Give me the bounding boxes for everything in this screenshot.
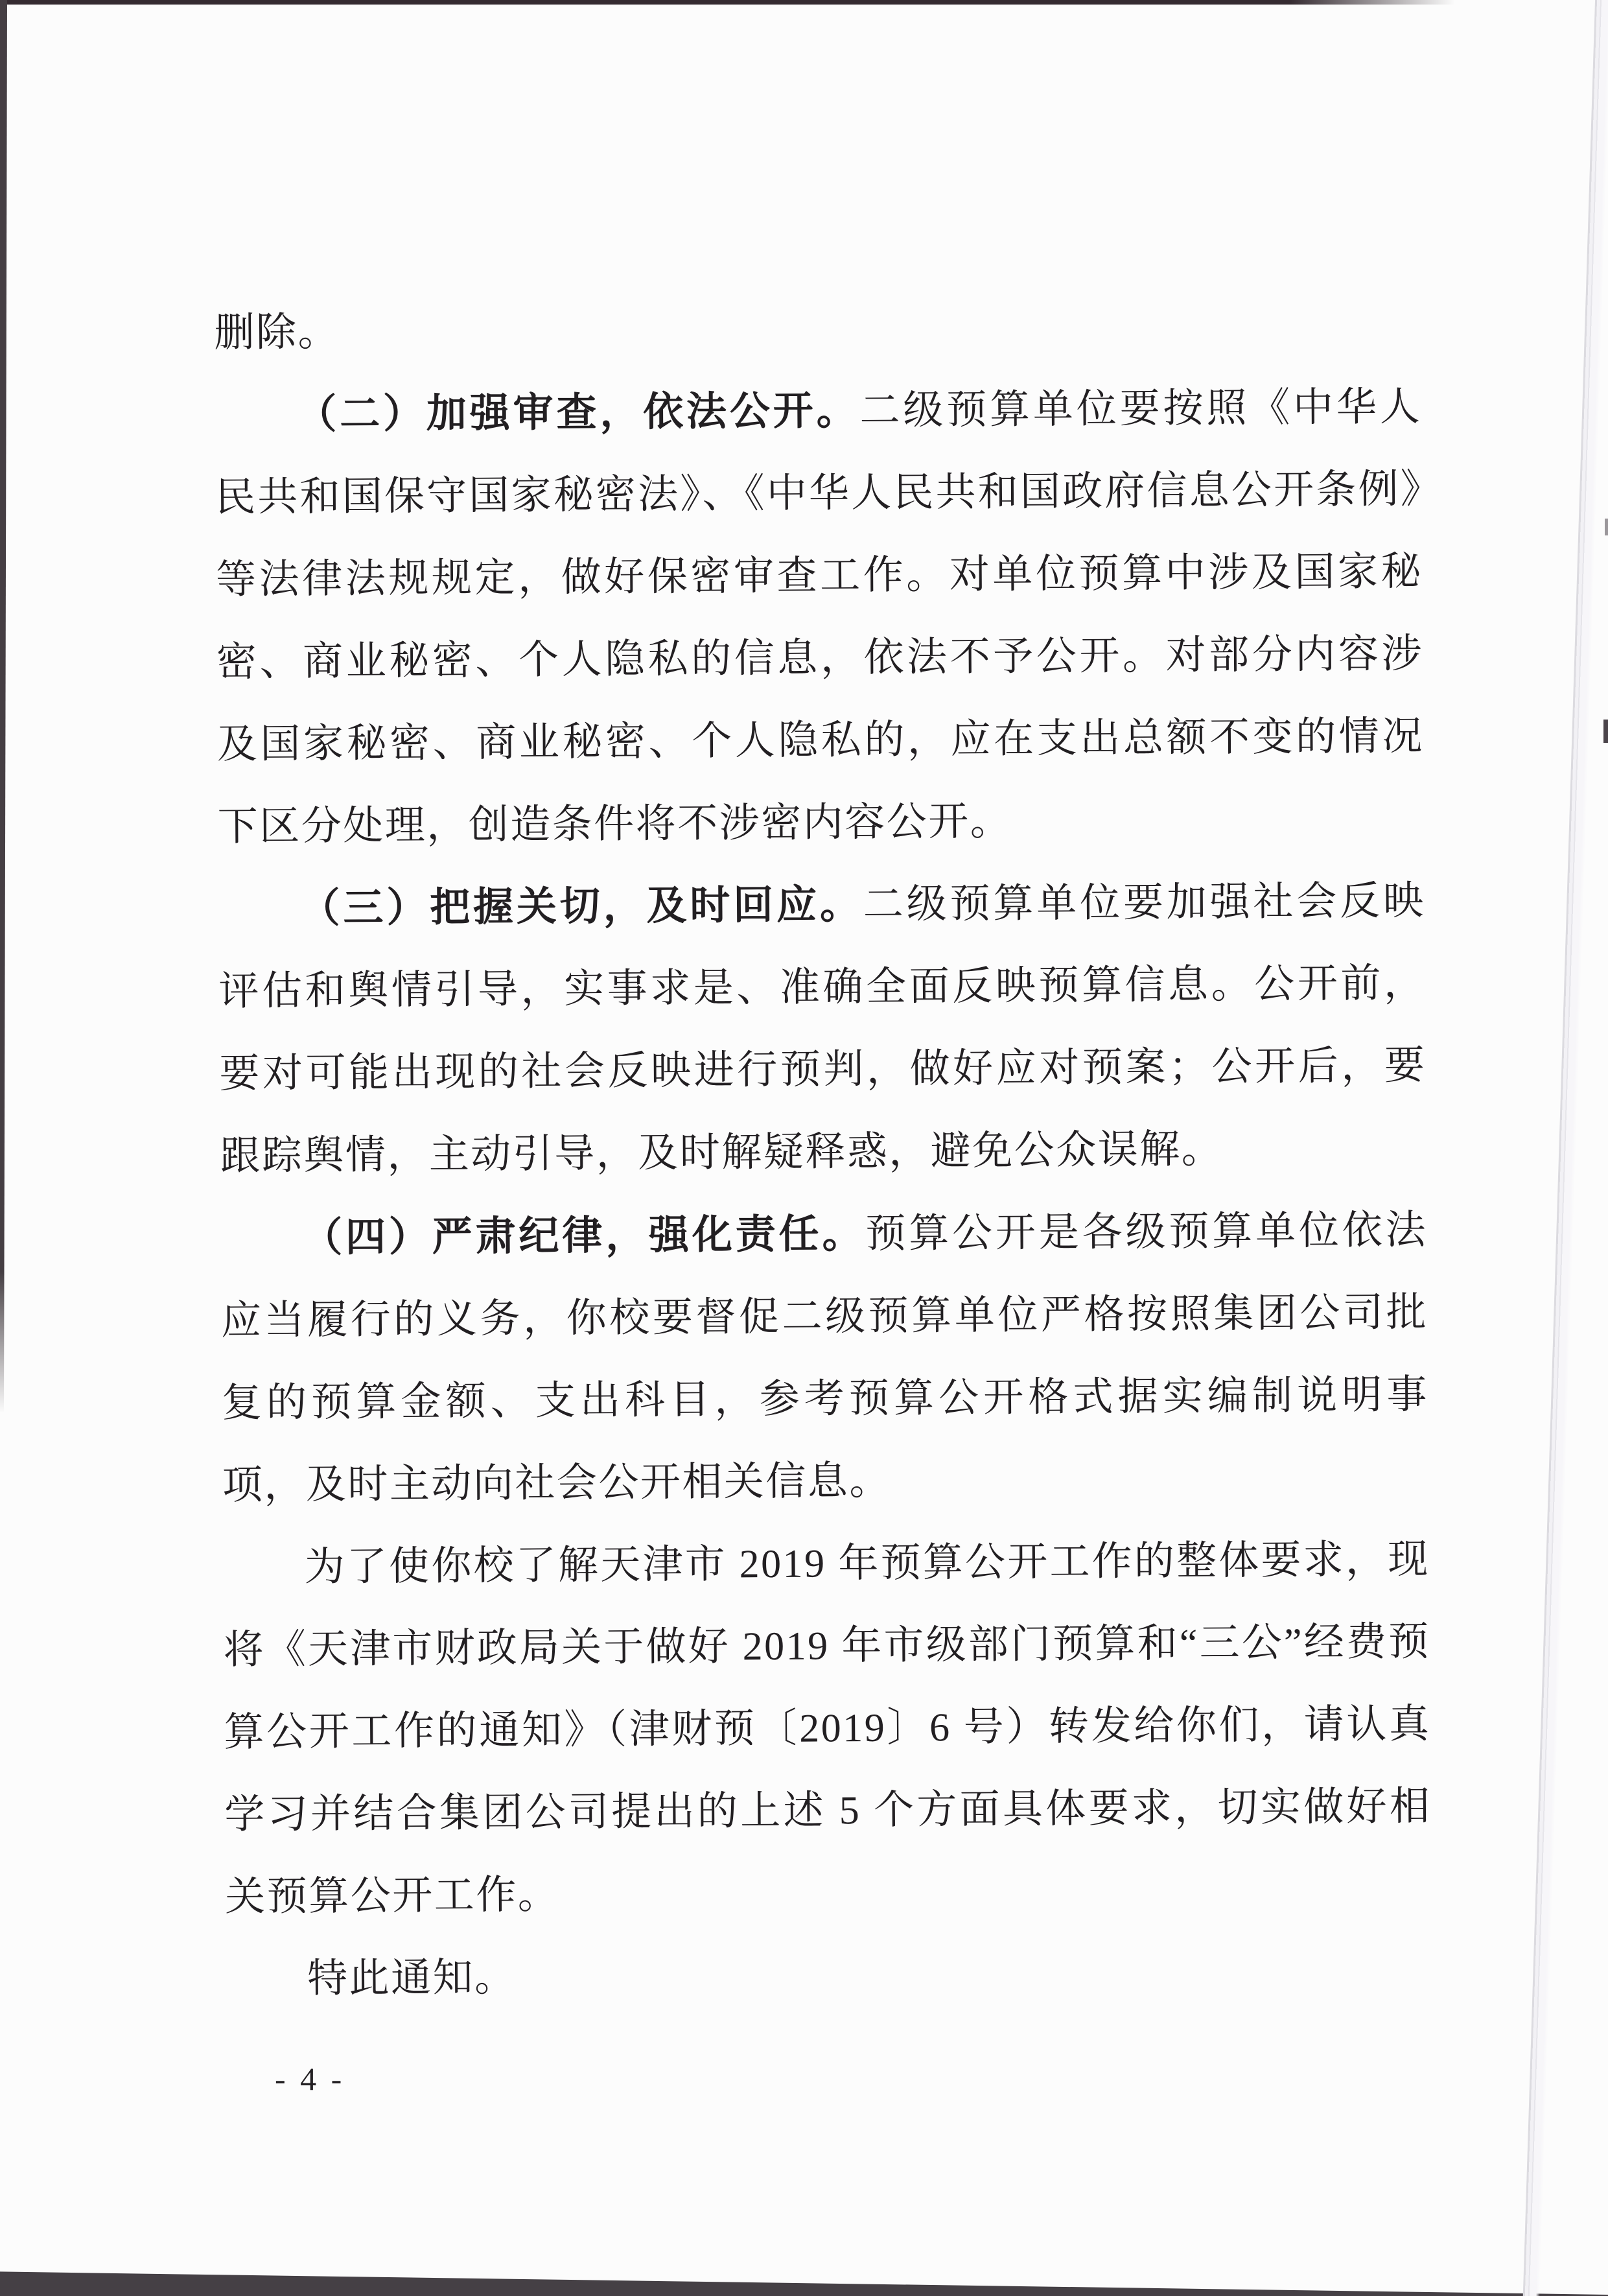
paragraph-text: 特此通知。 — [307, 1955, 517, 2002]
paragraph-section-3 — [218, 860, 1427, 1198]
paragraph-text: 为了使你校了解天津市 2019 年预算公开工作的整体要求，现将《天津市财政局关于做好 2019 年市级部门预算和“三公”经费预算公开工作的通知》（津财预〔2019〕6 号）转发给你们，请认真学习并结合集团公司提出的上述 5 个方面具体要求，切实做好相关预算公开工作。 — [223, 1537, 1432, 1919]
scan-speck-icon — [1603, 720, 1608, 743]
scan-speck-icon — [1605, 519, 1608, 535]
paragraph-text: 预算公开是各级预算单位依法应当履行的义务，你校要督促二级预算单位严格按照集团公司批复的预算金额、支出科目，参考预算公开格式据实编制说明事项，及时主动向社会公开相关信息。 — [220, 1208, 1429, 1508]
paragraph-section-4 — [220, 1189, 1430, 1527]
section-heading: （三）把握关切，及时回应。 — [299, 883, 864, 931]
section-heading: （二）加强审查，依法公开。 — [296, 389, 860, 438]
page-right-edge-line — [1521, 0, 1608, 2296]
paragraph-forwarding-note — [222, 1519, 1432, 1939]
paragraph-closing — [226, 1930, 1433, 2021]
page-number: - 4 - — [275, 2061, 345, 2097]
paragraph-text: 二级预算单位要加强社会反映评估和舆情引导，实事求是、准确全面反映预算信息。公开前，要对可能出现的社会反映进行预判，做好应对预案；公开后，要跟踪舆情，主动引导，及时解疑释惑，避免公众误解。 — [218, 878, 1427, 1178]
section-heading: （四）严肃纪律，强化责任。 — [301, 1212, 866, 1261]
paragraph-text: 删除。 — [214, 310, 340, 355]
scan-bottom-edge-shadow — [0, 2271, 1608, 2296]
document-body — [214, 284, 1433, 2021]
paragraph-continuation — [214, 284, 1421, 375]
scan-left-edge-shadow — [0, 0, 7, 1413]
scan-top-edge-shadow — [0, 0, 1465, 5]
paragraph-text: 二级预算单位要按照《中华人民共和国保守国家秘密法》、《中华人民共和国政府信息公开条例》等法律法规规定，做好保密审查工作。对单位预算中涉及国家秘密、商业秘密、个人隐私的信息，依法不予公开。对部分内容涉及国家秘密、商业秘密、个人隐私的，应在支出总额不变的情况下区分处理，创造条件将不涉密内容公开。 — [215, 384, 1425, 849]
paragraph-section-2 — [215, 366, 1425, 869]
